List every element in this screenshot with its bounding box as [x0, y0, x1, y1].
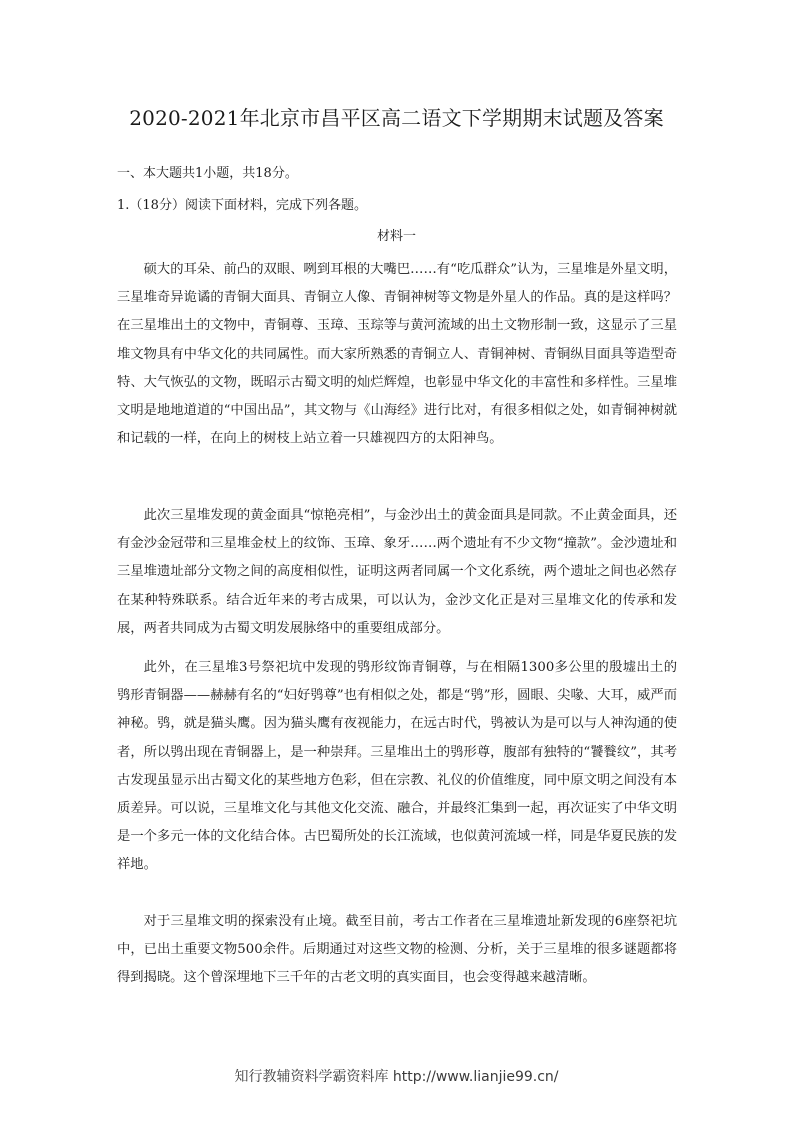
paragraph-2: 此次三星堆发现的黄金面具“惊艳亮相”，与金沙出土的黄金面具是同款。不止黄金面具，还有金沙金冠带和三星堆金杖上的纹饰、玉璋、象牙……两个遗址有不少文物“撞款”。金沙遗址和三星堆遗址部分文物之间的高度相似性，证明这两者同属一个文化系统，两个遗址之间也必然存在某种特殊联系。结合近年来的考古成果，可以认为，金沙文化正是对三星堆文化的传承和发展，两者共同成为古蜀文明发展脉络中的重要组成部分。 — [117, 508, 677, 636]
question-prompt: 1.（18分）阅读下面材料，完成下列各题。 — [117, 198, 367, 213]
footer-watermark: 知行教辅资料学霸资料库 http://www.lianjie99.cn/ — [234, 1069, 559, 1085]
paragraph-1: 硕大的耳朵、前凸的双眼、咧到耳根的大嘴巴……有“吃瓜群众”认为，三星堆是外星文明，三星堆奇异诡谲的青铜大面具、青铜立人像、青铜神树等文物是外星人的作品。真的是这样吗？在三星堆出土的文物中，青铜尊、玉璋、玉琮等与黄河流域的出土文物形制一致，这显示了三星堆文物具有中华文化的共同属性。而大家所熟悉的青铜立人、青铜神树、青铜纵目面具等造型奇特、大气恢弘的文物，既昭示古蜀文明的灿烂辉煌，也彰显中华文化的丰富性和多样性。三星堆文明是地地道道的“中国出品”，其文物与《山海经》进行比对，有很多相似之处，如青铜神树就和记载的一样，在向上的树枝上站立着一只雄视四方的太阳神鸟。 — [117, 262, 677, 447]
material-heading: 材料一 — [376, 229, 416, 244]
paragraph-4: 对于三星堆文明的探索没有止境。截至目前，考古工作者在三星堆遗址新发现的6座祭祀坑中，已出土重要文物500余件。后期通过对这些文物的检测、分析，关于三星堆的很多谜题都将得到揭晓。这个曾深埋地下三千年的古老文明的真实面目，也会变得越来越清晰。 — [117, 914, 677, 986]
paragraph-3: 此外，在三星堆3号祭祀坑中发现的鸮形纹饰青铜尊，与在相隔1300多公里的殷墟出土的鸮形青铜器——赫赫有名的“妇好鸮尊”也有相似之处，都是“鸮”形，圆眼、尖喙、大耳，威严而神秘。鸮，就是猫头鹰。因为猫头鹰有夜视能力，在远古时代，鸮被认为是可以与人神沟通的使者，所以鸮出现在青铜器上，是一种崇拜。三星堆出土的鸮形尊，腹部有独特的“饕餮纹”，其考古发现虽显示出古蜀文化的某些地方色彩，但在宗教、礼仪的价值维度，同中原文明之间没有本质差异。可以说，三星堆文化与其他文化交流、融合，并最终汇集到一起，再次证实了中华文明是一个多元一体的文化结合体。古巴蜀所处的长江流域，也似黄河流域一样，同是华夏民族的发祥地。 — [117, 660, 677, 873]
section-header: 一、本大题共1小题，共18分。 — [117, 166, 298, 181]
page-title: 2020-2021年北京市昌平区高二语文下学期期末试题及答案 — [129, 106, 664, 130]
